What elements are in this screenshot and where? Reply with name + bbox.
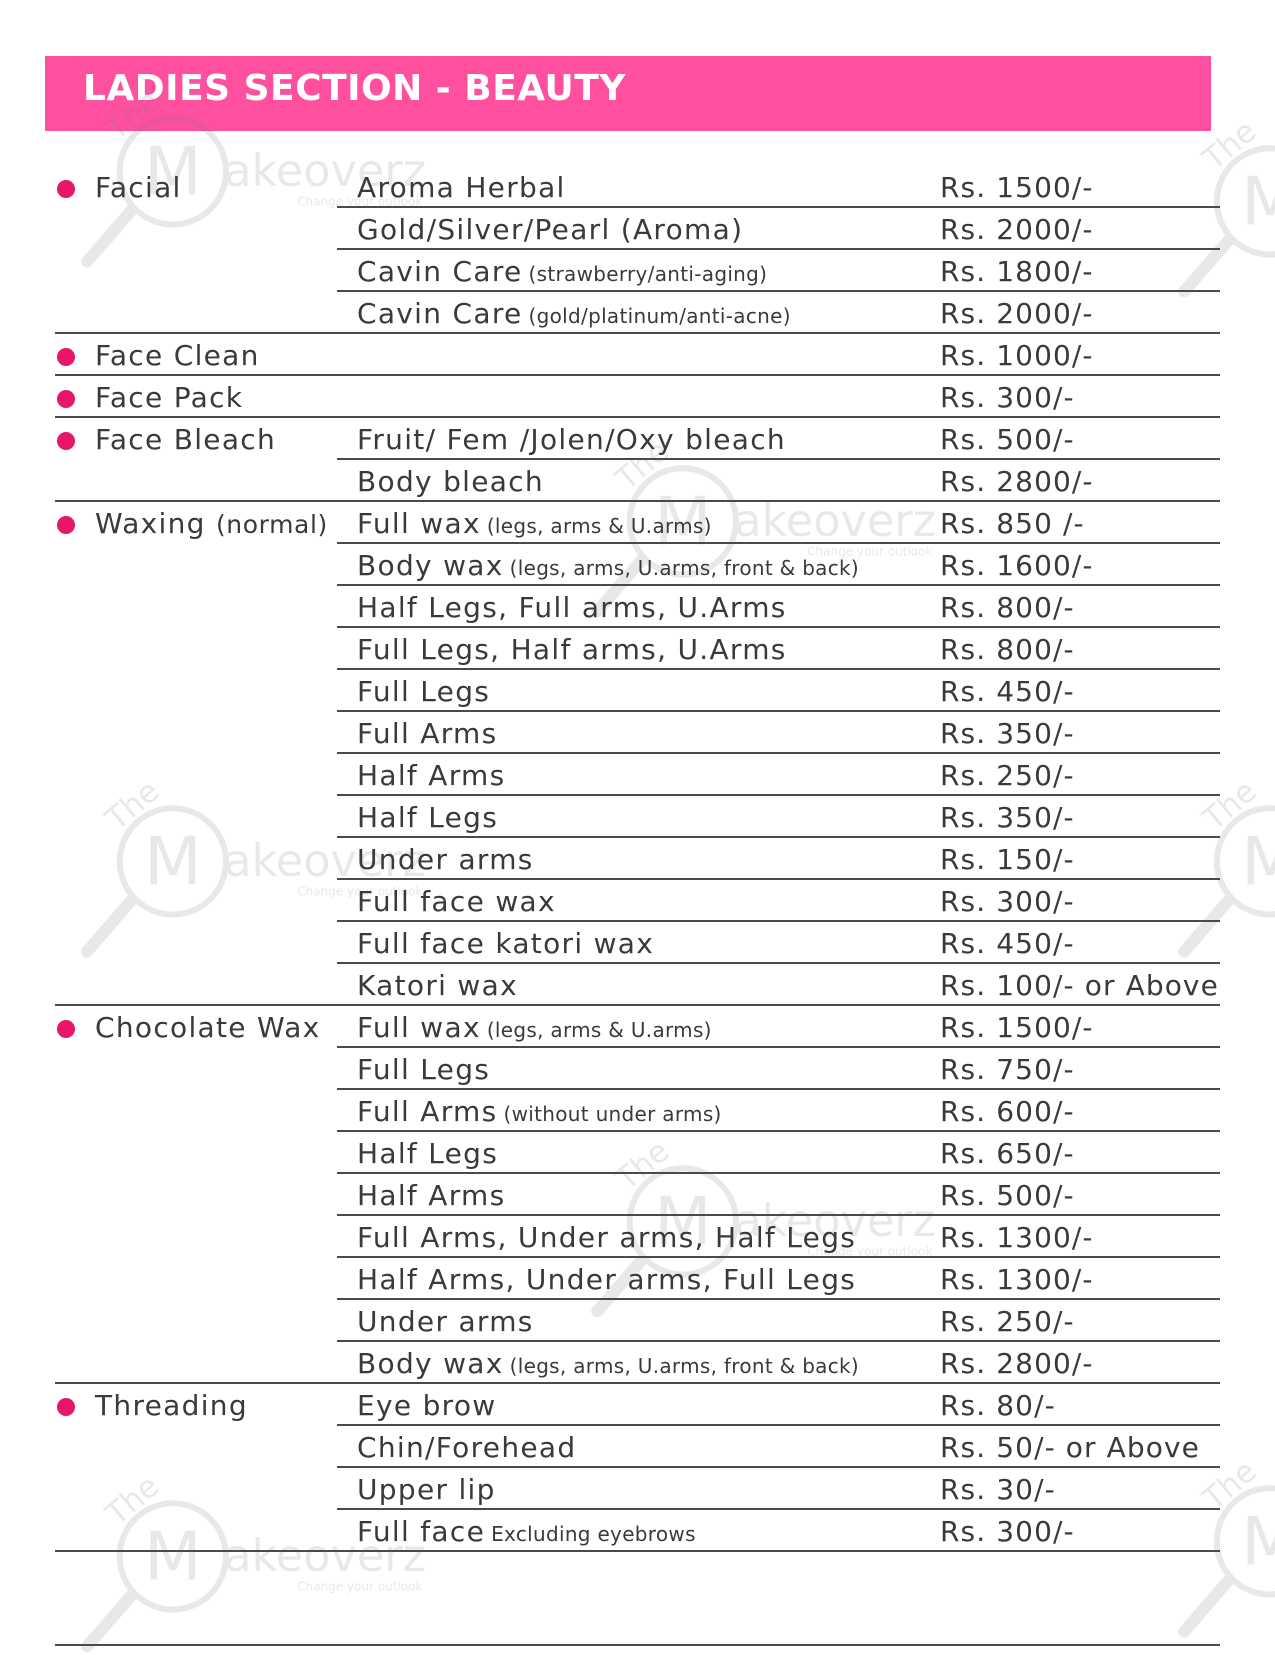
bullet-icon [57,180,75,198]
table-row [55,670,1220,712]
table-row [55,418,1220,460]
category-note: (normal) [215,510,328,539]
table-row [55,712,1220,754]
service-price: Rs. 1500/- [940,171,1094,204]
service-label: Upper lip [357,1473,496,1506]
service-name [357,675,490,708]
page-bottom-rule [55,1644,1220,1646]
service-name [357,507,712,540]
service-price: Rs. 650/- [940,1137,1075,1170]
service-note: (legs, arms & U.arms) [486,514,712,538]
service-price: Rs. 2800/- [940,465,1094,498]
service-price: Rs. 300/- [940,1515,1075,1548]
service-label: Cavin Care [357,255,523,288]
table-row [55,628,1220,670]
service-label: Fruit/ Fem /Jolen/Oxy bleach [357,423,786,456]
table-row [55,964,1220,1006]
category-label: Face Clean [95,339,260,372]
service-price: Rs. 2000/- [940,297,1094,330]
service-price: Rs. 500/- [940,1179,1075,1212]
service-name [357,717,498,750]
service-name [357,927,654,960]
service-price: Rs. 300/- [940,381,1075,414]
table-row [55,166,1220,208]
service-price: Rs. 250/- [940,759,1075,792]
service-note: Excluding eyebrows [491,1522,696,1546]
service-price: Rs. 1500/- [940,1011,1094,1044]
table-row [55,1048,1220,1090]
service-name [357,1515,696,1548]
service-name [357,759,506,792]
service-price: Rs. 800/- [940,633,1075,666]
category-name [95,339,260,372]
table-row [55,1468,1220,1510]
service-label: Full Legs [357,1053,491,1086]
service-label: Body wax [357,549,504,582]
service-name [357,1473,496,1506]
service-price: Rs. 50/- or Above [940,1431,1201,1464]
table-row [55,502,1220,544]
service-name [357,213,743,246]
service-name [357,549,859,582]
bullet-icon [57,516,75,534]
service-price: Rs. 800/- [940,591,1075,624]
service-name [357,255,767,288]
service-label: Under arms [357,1305,534,1338]
service-price: Rs. 250/- [940,1305,1075,1338]
service-label: Body bleach [357,465,544,498]
service-name [357,1389,497,1422]
service-label: Cavin Care [357,297,523,330]
service-name [357,591,787,624]
bullet-icon [57,1020,75,1038]
service-price: Rs. 80/- [940,1389,1056,1422]
service-name [357,1137,498,1170]
service-price: Rs. 1800/- [940,255,1094,288]
service-label: Half Legs [357,801,499,834]
table-row [55,1090,1220,1132]
service-price: Rs. 350/- [940,801,1075,834]
table-row [55,754,1220,796]
table-row [55,838,1220,880]
table-row [55,1216,1220,1258]
table-row [55,292,1220,334]
section-header-banner [45,56,1211,131]
service-label: Full Arms [357,1095,498,1128]
table-row [55,1006,1220,1048]
category-name [95,423,276,456]
bullet-icon [57,432,75,450]
service-price: Rs. 30/- [940,1473,1056,1506]
bullet-icon [57,1398,75,1416]
service-label: Katori wax [357,969,518,1002]
table-row [55,1300,1220,1342]
service-label: Half Arms, Under arms, Full Legs [357,1263,857,1296]
table-row [55,1174,1220,1216]
service-label: Body wax [357,1347,504,1380]
service-label: Full face [357,1515,486,1548]
service-price: Rs. 2800/- [940,1347,1094,1380]
service-price: Rs. 450/- [940,927,1075,960]
service-price: Rs. 1300/- [940,1263,1094,1296]
service-price: Rs. 750/- [940,1053,1075,1086]
service-name [357,423,786,456]
service-price: Rs. 300/- [940,885,1075,918]
price-list [55,166,1220,1552]
table-row [55,1510,1220,1552]
bullet-icon [57,390,75,408]
category-divider [55,1550,1220,1552]
category-label: Face Bleach [95,423,277,456]
service-price: Rs. 1600/- [940,549,1094,582]
table-row [55,544,1220,586]
service-name [357,633,787,666]
service-note: (gold/platinum/anti-acne) [528,304,791,328]
service-label: Full Legs [357,675,491,708]
service-label: Half Legs [357,1137,499,1170]
service-price: Rs. 450/- [940,675,1075,708]
category-label: Waxing [95,507,206,540]
table-row [55,1132,1220,1174]
service-price: Rs. 100/- or Above [940,969,1219,1002]
service-label: Aroma Herbal [357,171,566,204]
service-name [357,1179,506,1212]
table-row [55,1258,1220,1300]
category-label: Facial [95,171,182,204]
service-name [357,1221,856,1254]
service-note: (legs, arms & U.arms) [486,1018,712,1042]
category-label: Face Pack [95,381,244,414]
service-label: Full face katori wax [357,927,655,960]
service-label: Gold/Silver/Pearl (Aroma) [357,213,744,246]
table-row [55,334,1220,376]
table-row [55,796,1220,838]
service-note: (without under arms) [503,1102,722,1126]
category-label: Threading [95,1389,248,1422]
service-label: Half Arms [357,759,506,792]
service-name [357,1431,576,1464]
table-row [55,250,1220,292]
service-name [357,1305,534,1338]
service-label: Under arms [357,843,534,876]
section-title: LADIES SECTION - BEAUTY [83,68,626,109]
service-name [357,885,556,918]
category-name [95,1011,321,1044]
service-name [357,1011,712,1044]
service-name [357,969,518,1002]
table-row [55,586,1220,628]
service-name [357,1053,490,1086]
table-row [55,1342,1220,1384]
category-name [95,1389,248,1422]
category-label: Chocolate Wax [95,1011,321,1044]
service-name [357,801,498,834]
service-price: Rs. 500/- [940,423,1075,456]
service-label: Full Arms [357,717,498,750]
table-row [55,208,1220,250]
service-label: Full wax [357,1011,481,1044]
service-price: Rs. 1000/- [940,339,1094,372]
service-name [357,843,534,876]
service-label: Full wax [357,507,481,540]
bullet-icon [57,348,75,366]
service-label: Eye brow [357,1389,497,1422]
category-name [95,507,328,540]
service-note: (strawberry/anti-aging) [528,262,768,286]
service-price: Rs. 1300/- [940,1221,1094,1254]
service-name [357,1347,859,1380]
category-name [95,381,243,414]
service-price: Rs. 150/- [940,843,1075,876]
service-label: Full Arms, Under arms, Half Legs [357,1221,857,1254]
service-name [357,171,566,204]
service-note: (legs, arms, U.arms, front & back) [509,556,860,580]
service-name [357,1095,722,1128]
table-row [55,1426,1220,1468]
service-price: Rs. 600/- [940,1095,1075,1128]
service-label: Chin/Forehead [357,1431,577,1464]
table-row [55,922,1220,964]
service-label: Full Legs, Half arms, U.Arms [357,633,787,666]
service-name [357,1263,856,1296]
category-name [95,171,182,204]
service-label: Half Legs, Full arms, U.Arms [357,591,787,624]
table-row [55,460,1220,502]
service-price: Rs. 350/- [940,717,1075,750]
service-name [357,465,544,498]
service-label: Half Arms [357,1179,506,1212]
service-note: (legs, arms, U.arms, front & back) [509,1354,860,1378]
service-price: Rs. 2000/- [940,213,1094,246]
table-row [55,1384,1220,1426]
service-name [357,297,791,330]
service-label: Full face wax [357,885,556,918]
table-row [55,376,1220,418]
table-row [55,880,1220,922]
service-price: Rs. 850 /- [940,507,1085,540]
